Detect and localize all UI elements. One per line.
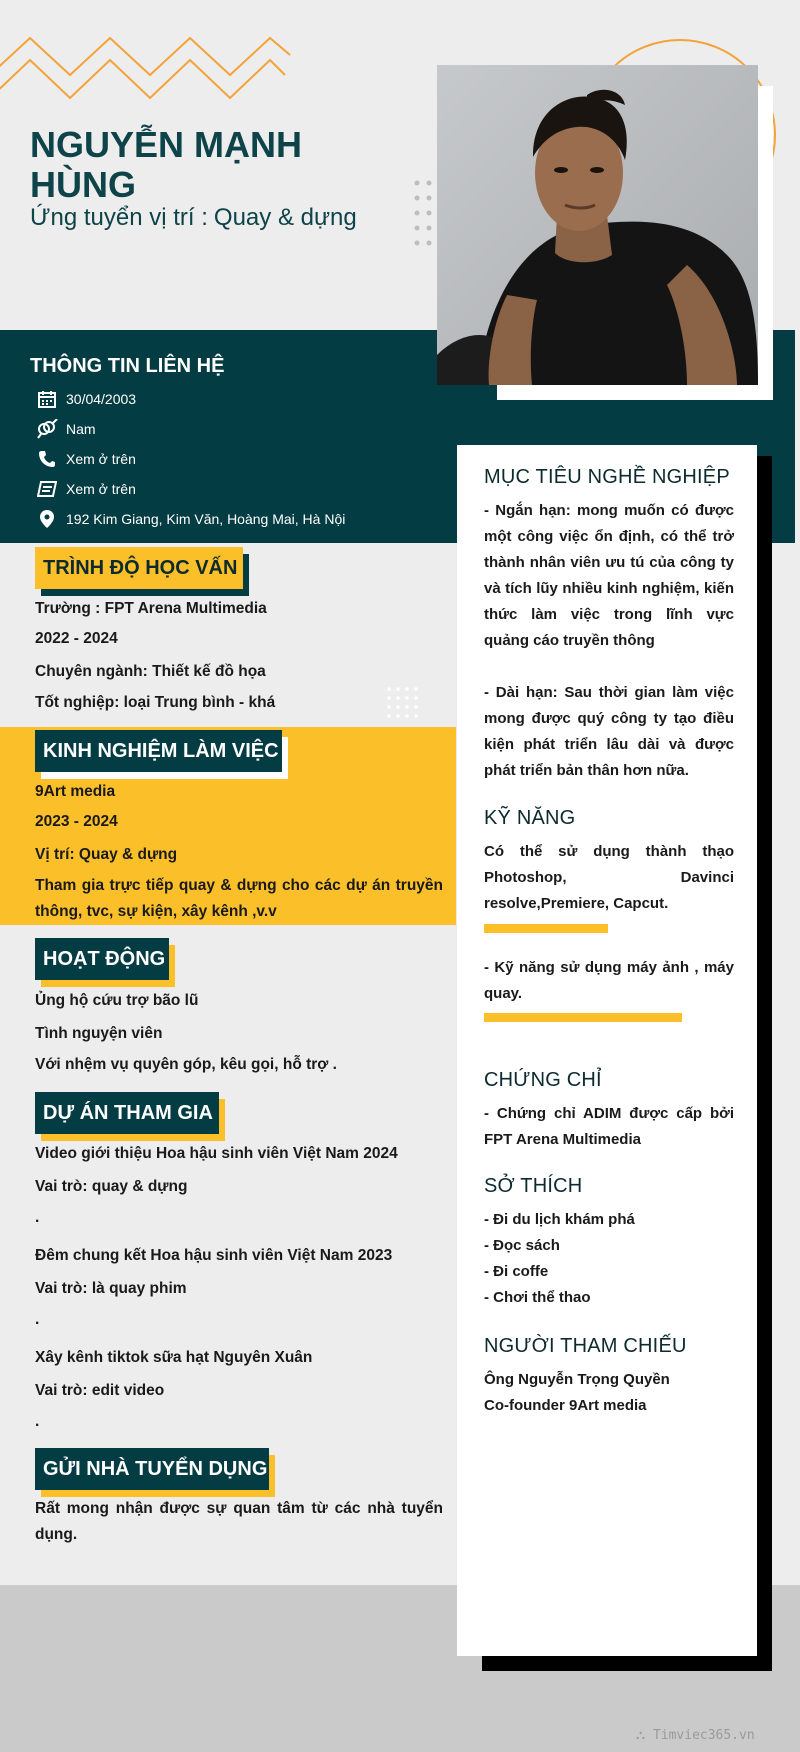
skill-2-text: - Kỹ năng sử dụng máy ảnh , máy quay.	[484, 959, 734, 1002]
experience-description: Tham gia trực tiếp quay & dựng cho các dự án truyền thông, tvc, sự kiện, xây kênh ,v.v	[35, 877, 443, 920]
activity-2: Tình nguyện viên	[35, 1025, 163, 1042]
education-major: Chuyên ngành: Thiết kế đồ họa	[35, 663, 266, 680]
objective-long-term: - Dài hạn: Sau thời gian làm việc mong được quý công ty tạo điều kiện phát triển lâu dài và được phát triển bản thân hơn nữa.	[484, 684, 734, 779]
watermark-text: Timviec365.vn	[652, 1728, 755, 1743]
employer-text: Rất mong nhận được sự quan tâm từ các nhà tuyển dụng.	[35, 1500, 443, 1543]
position-value: Quay & dựng	[213, 204, 357, 231]
project-1-name: Video giới thiệu Hoa hậu sinh viên Việt Nam 2024	[35, 1145, 398, 1162]
location-icon	[36, 508, 58, 530]
education-school: Trường : FPT Arena Multimedia	[35, 600, 267, 617]
activity-3: Với nhệm vụ quyên góp, kêu gọi, hỗ trợ .	[35, 1056, 337, 1073]
references-title: NGƯỜI THAM CHIẾU	[484, 1335, 687, 1357]
hobby-1: - Đi du lịch khám phá	[484, 1211, 635, 1228]
hobbies-title: SỞ THÍCH	[484, 1175, 583, 1197]
contact-address-text: 192 Kim Giang, Kim Văn, Hoàng Mai, Hà Nội	[66, 511, 346, 527]
activity-1: Ủng hộ cứu trợ bão lũ	[35, 992, 199, 1009]
project-3-dot: .	[35, 1413, 40, 1430]
contact-title: THÔNG TIN LIÊN HỆ	[30, 355, 225, 377]
project-1-dot: .	[35, 1209, 40, 1226]
projects-title: DỰ ÁN THAM GIA	[35, 1092, 219, 1134]
hobby-3: - Đi coffe	[484, 1263, 549, 1280]
experience-company: 9Art media	[35, 783, 116, 800]
contact-dob-text: 30/04/2003	[66, 391, 137, 407]
experience-role: Vị trí: Quay & dựng	[35, 846, 178, 863]
contact-email-text: Xem ở trên	[66, 481, 136, 497]
contact-gender	[36, 417, 96, 441]
gender-icon	[36, 418, 58, 440]
contact-phone	[36, 447, 136, 471]
phone-icon	[36, 448, 58, 470]
dot-grid	[412, 178, 436, 248]
hobby-4: - Chơi thể thao	[484, 1289, 591, 1306]
skill-2-level-bar	[484, 1013, 682, 1022]
email-icon	[36, 478, 58, 500]
skill-1-text: Có thể sử dụng thành thạo Photoshop, Davinci resolve,Premiere, Capcut.	[484, 843, 734, 912]
project-2-name: Đêm chung kết Hoa hậu sinh viên Việt Nam 2023	[35, 1247, 393, 1264]
education-title: TRÌNH ĐỘ HỌC VẤN	[35, 547, 243, 589]
contact-dob	[36, 387, 136, 411]
education-grade: Tốt nghiệp: loại Trung bình - khá	[35, 694, 276, 711]
white-dot-grid	[386, 686, 422, 722]
education-years: 2022 - 2024	[35, 630, 118, 647]
profile-photo	[437, 65, 758, 385]
contact-phone-text: Xem ở trên	[66, 451, 136, 467]
certificates-text: - Chứng chỉ ADIM được cấp bởi FPT Arena Multimedia	[484, 1105, 734, 1148]
position-prefix: Ứng tuyển vị trí :	[30, 204, 208, 231]
project-2-dot: .	[35, 1311, 40, 1328]
experience-period: 2023 - 2024	[35, 813, 118, 830]
skills-title: KỸ NĂNG	[484, 807, 576, 829]
certificates-title: CHỨNG CHỈ	[484, 1069, 602, 1091]
hobby-2: - Đọc sách	[484, 1237, 560, 1254]
watermark: ⛬ Timviec365.vn	[636, 1728, 755, 1743]
person-illustration	[437, 65, 758, 385]
skill-1-level-bar	[484, 924, 608, 933]
project-3-name: Xây kênh tiktok sữa hạt Nguyên Xuân	[35, 1349, 313, 1366]
objective-title: MỤC TIÊU NGHỀ NGHIỆP	[484, 466, 730, 488]
employer-title: GỬI NHÀ TUYỂN DỤNG	[35, 1448, 269, 1490]
objective-short-term: - Ngắn hạn: mong muốn có được một công việc ổn định, có thể trở thành nhân viên ưu tú của công ty và tích lũy nhiều kinh nghiệm, kiến thức làm việc trong lĩnh vực quảng cáo truyền thông	[484, 502, 734, 649]
contact-email	[36, 477, 136, 501]
project-1-role: Vai trò: quay & dựng	[35, 1178, 188, 1195]
candidate-name: NGUYỄN MẠNH HÙNG	[30, 124, 303, 205]
activities-title: HOẠT ĐỘNG	[35, 938, 169, 980]
reference-line-2: Co-founder 9Art media	[484, 1397, 647, 1414]
experience-title: KINH NGHIỆM LÀM VIỆC	[35, 730, 282, 772]
reference-line-1: Ông Nguyễn Trọng Quyền	[484, 1371, 670, 1388]
project-3-role: Vai trò: edit video	[35, 1382, 165, 1399]
applied-position	[30, 204, 357, 232]
project-2-role: Vai trò: là quay phim	[35, 1280, 187, 1297]
contact-gender-text: Nam	[66, 421, 96, 437]
contact-address	[36, 507, 345, 531]
calendar-icon	[36, 388, 58, 410]
